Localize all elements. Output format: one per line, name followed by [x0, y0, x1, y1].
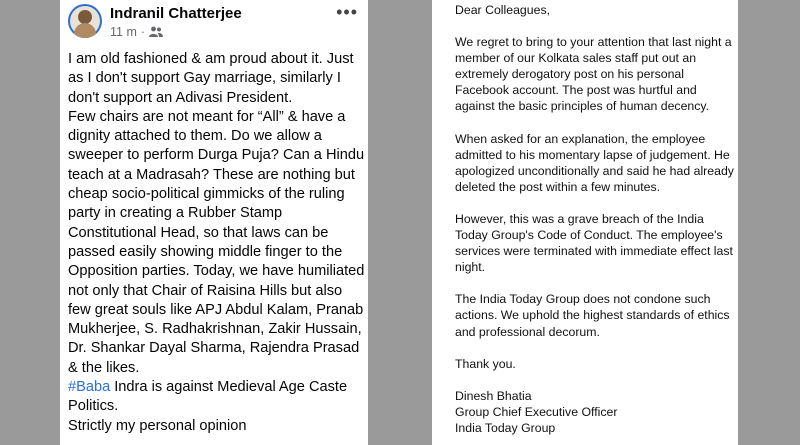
letter-paragraph-1: We regret to bring to your attention that last night a member of our Kolkata sales staff put out an extremely derogatory post on his personal Facebook account. The post was hurtful and against the basic principles of human decency.	[455, 35, 732, 114]
signer-name: Dinesh Bhatia	[455, 388, 532, 403]
post-closing: Strictly my personal opinion	[68, 417, 247, 434]
post-meta	[110, 25, 163, 39]
letter-paragraph-3: However, this was a grave breach of the India Today Group's Code of Conduct. The employee's services were terminated with immediate effect last night.	[455, 211, 733, 275]
post-hashtag[interactable]: #Baba	[68, 379, 111, 396]
post-timestamp[interactable]: 11 m	[110, 25, 137, 39]
avatar[interactable]	[68, 4, 102, 38]
friends-icon[interactable]	[149, 26, 163, 38]
letter-paragraph-2: When asked for an explanation, the employee admitted to his momentary lapse of judgement. He apologized unconditionally and said he had already deleted the post within a few minutes.	[455, 131, 734, 194]
company-letter	[432, 0, 738, 445]
avatar-body	[74, 23, 96, 38]
meta-separator: ·	[140, 25, 146, 39]
letter-thanks: Thank you.	[455, 356, 516, 371]
signer-org: India Today Group	[455, 420, 556, 435]
letter-salutation: Dear Colleagues,	[455, 3, 551, 17]
letter-body	[455, 2, 735, 436]
post-body-text: I am old fashioned & am proud about it. Just as I don't support Gay marriage, similarly I don't support an Adivasi President. Few chairs are not meant for “All” & have a dignity attached to them. Do we allow a sweeper to perform Durga Puja? Can a Hindu teach at a Madrasah? These are nothing but cheap socio-political gimmicks of the ruling party in creating a Rubber Stamp Constitutional Head, so that laws can be passed easily showing middle finger to the Opposition parties. Today, we have humiliated not only that Chair of Raisina Hills but also few great souls like APJ Abdul Kalam, Pranab Mukherjee, S. Radhakrishnan, Zakir Hussain, Dr. Shankar Dayal Sharma, Rajendra Prasad & the likes.	[68, 51, 365, 376]
letter-paragraph-4: The India Today Group does not condone such actions. We uphold the highest standards of ethics and professional decorum.	[455, 292, 730, 339]
more-horizontal-icon[interactable]: •••	[336, 2, 358, 22]
facebook-post-screenshot	[60, 0, 368, 445]
signer-title: Group Chief Executive Officer	[455, 404, 618, 419]
avatar-head	[78, 10, 92, 24]
post-header	[68, 4, 364, 44]
post-hashtag-rest: Indra is against Medieval Age Caste Politics.	[68, 379, 348, 415]
post-body	[68, 50, 368, 436]
post-author-name[interactable]: Indranil Chatterjee	[110, 5, 242, 22]
